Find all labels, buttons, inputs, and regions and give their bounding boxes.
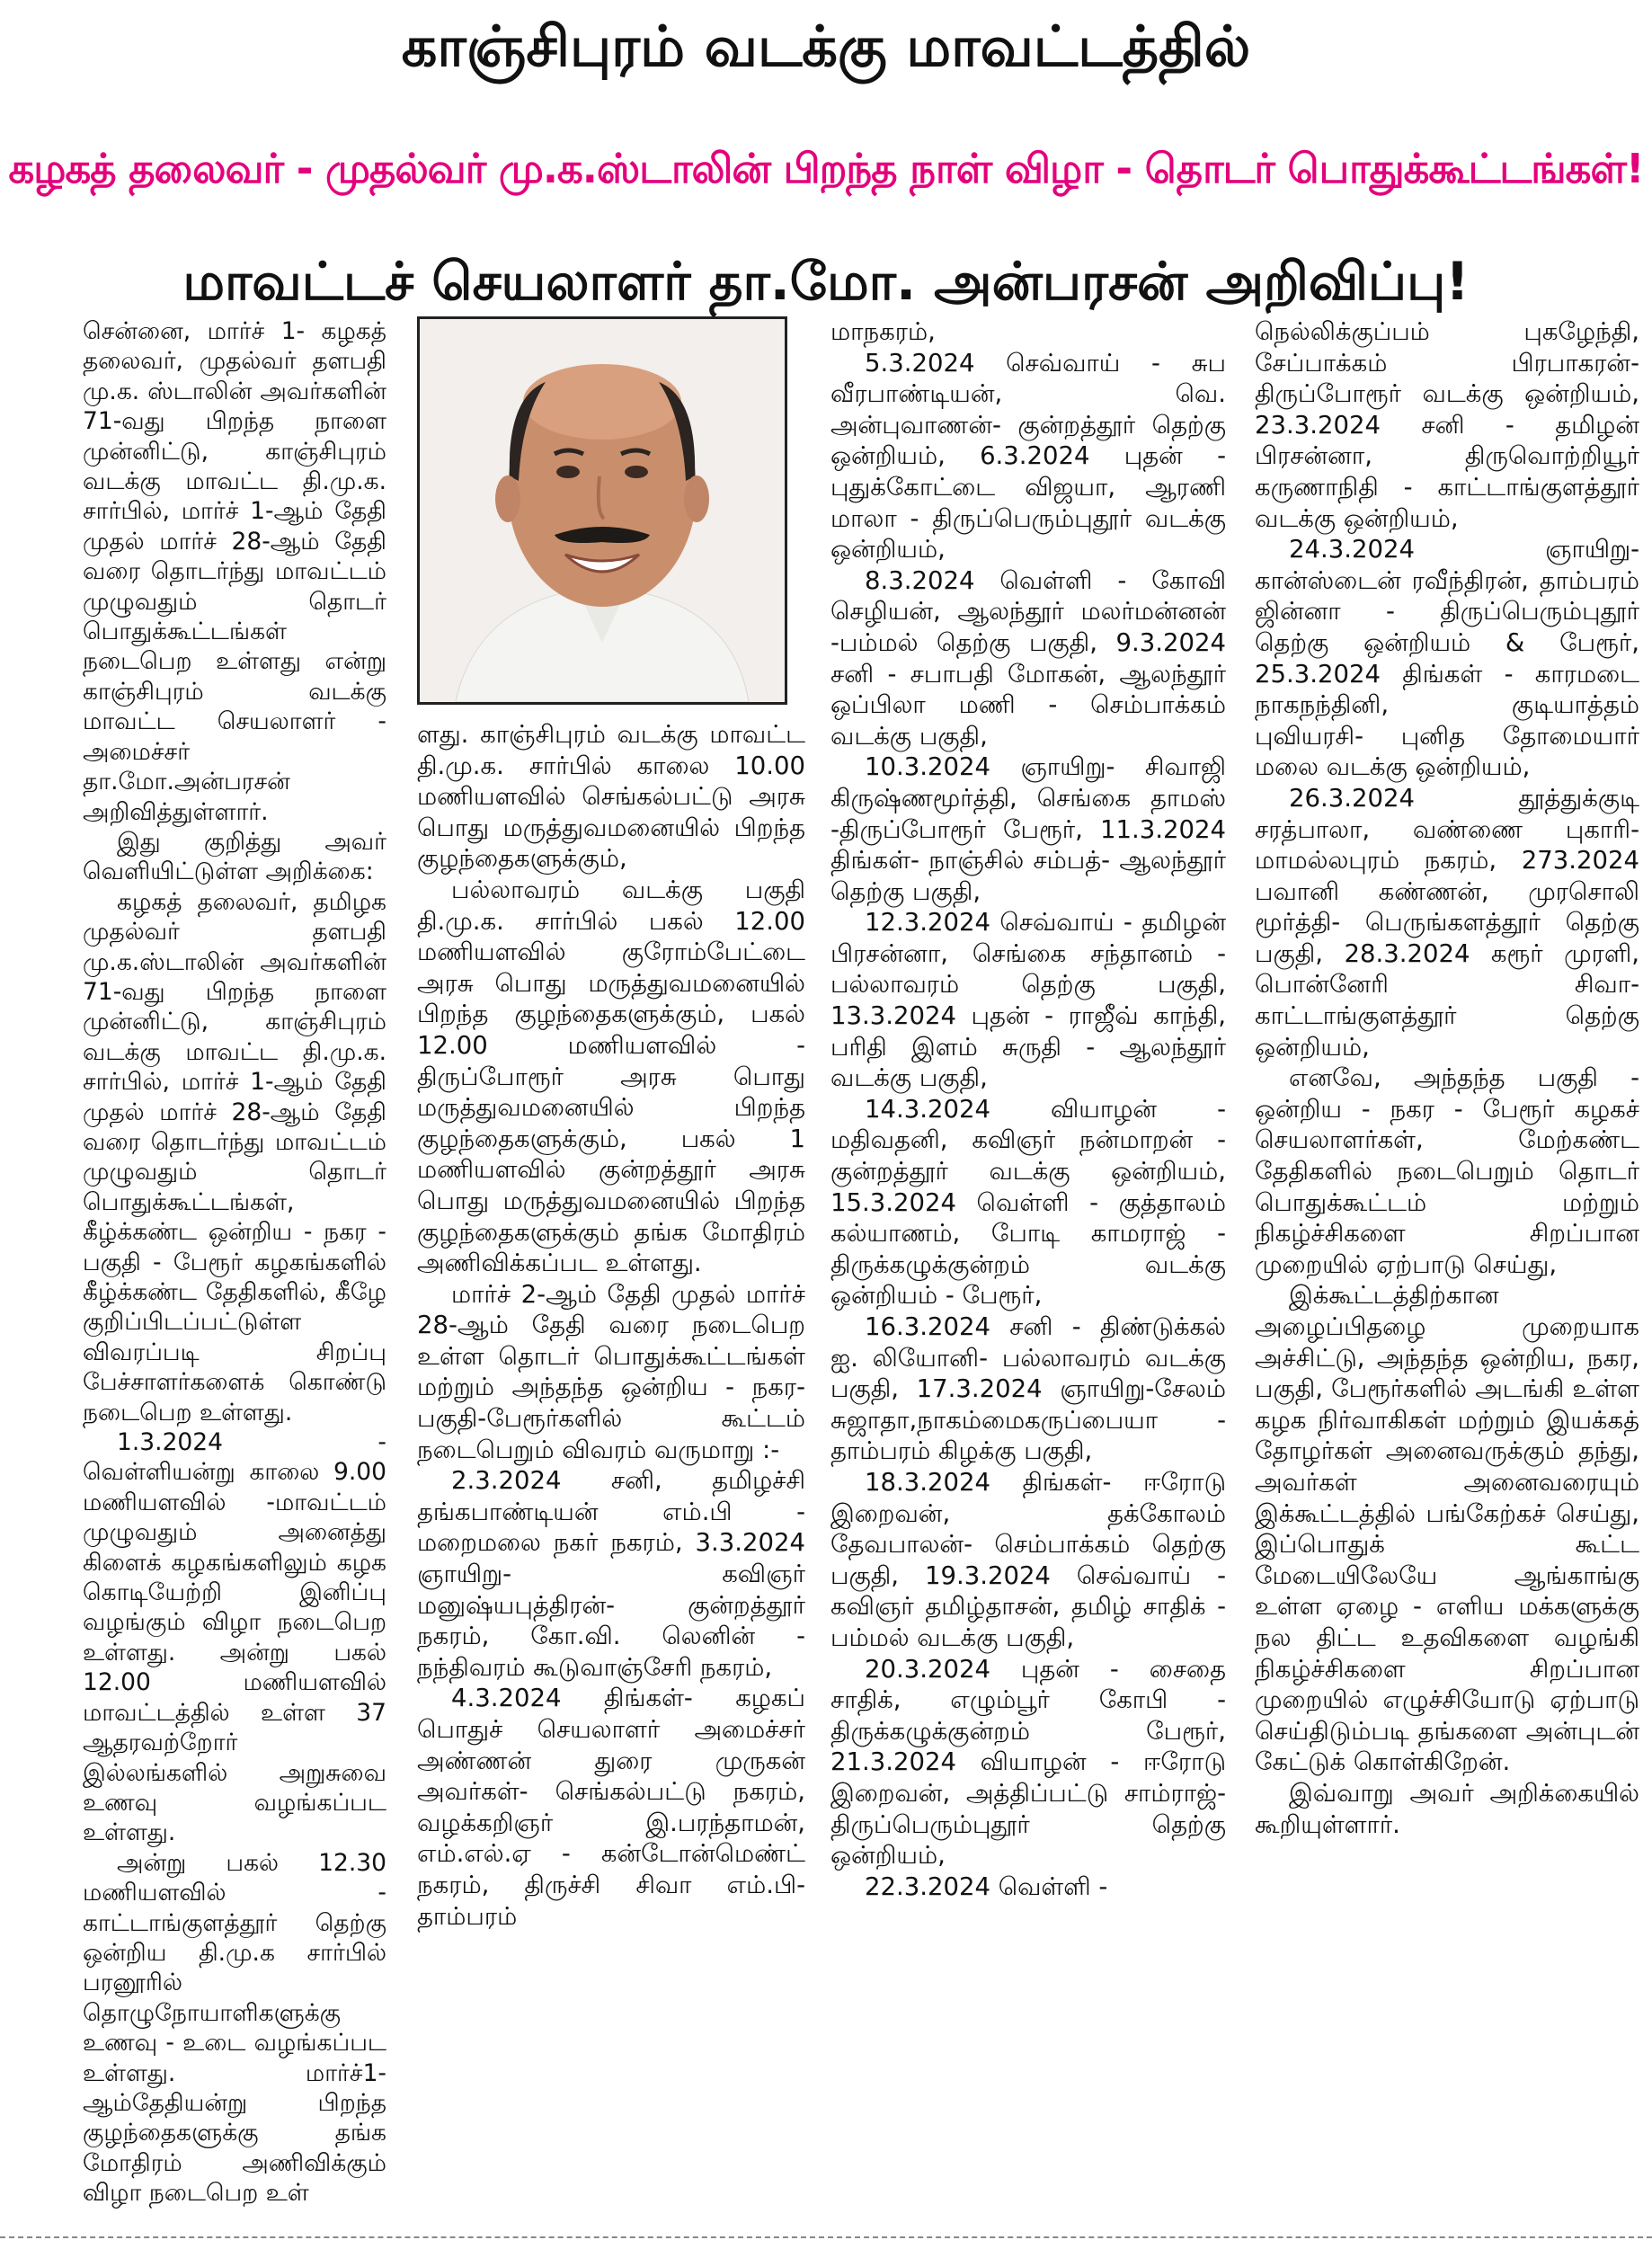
paragraph: இவ்வாறு அவர் அறிக்கையில் கூறியுள்ளார். xyxy=(1255,1778,1639,1839)
headline-kicker: காஞ்சிபுரம் வடக்கு மாவட்டத்தில் xyxy=(401,13,1251,79)
article-column-4 xyxy=(1255,316,1639,2231)
paragraph: 22.3.2024 வெள்ளி - xyxy=(865,1871,1108,1901)
portrait-illustration xyxy=(420,319,785,702)
paragraph: 10.3.2024 ஞாயிறு- சிவாஜி கிருஷ்ணமூர்த்தி, செங்கை தாமஸ் -திருப்போரூர் பேரூர், 11.3.2024 திங்கள்- நாஞ்சில் சம்பத்- ஆலந்தூர் தெற்கு பகுதி, xyxy=(830,752,1226,906)
paragraph: பல்லாவரம் வடக்கு பகுதி தி.மு.க. சார்பில் பகல் 12.00 மணியளவில் குரோம்பேட்டை அரசு பொது மருத்துவமனையில் பிறந்த குழந்தைகளுக்கும், பகல் 12.00 மணியளவில் - திருப்போரூர் அரசு பொது மருத்துவமனையில் பிறந்த குழந்தைகளுக்கும், பகல் 1 மணியளவில் குன்றத்தூர் அரசு பொது மருத்துவமனையில் பிறந்த குழந்தைகளுக்கும் தங்க மோதிரம் அணிவிக்கப்பட உள்ளது. xyxy=(417,875,805,1278)
portrait-photo xyxy=(417,316,787,705)
paragraph: மாநகரம், xyxy=(830,317,936,346)
paragraph: எனவே, அந்தந்த பகுதி - ஒன்றிய - நகர - பேரூர் கழகச் செயலாளர்கள், மேற்கண்ட தேதிகளில் நடைபெறும் தொடர் பொதுக்கூட்டம் மற்றும் நிகழ்ச்சிகளை சிறப்பான முறையில் ஏற்பாடு செய்து, xyxy=(1255,1063,1639,1279)
article-column-2 xyxy=(417,719,805,2231)
paragraph: 16.3.2024 சனி - திண்டுக்கல் ஐ. லியோனி- பல்லாவரம் வடக்கு பகுதி, 17.3.2024 ஞாயிறு-சேலம் சுஜாதா,நாகம்மைகருப்பையா - தாம்பரம் கிழக்கு பகுதி, xyxy=(830,1312,1226,1466)
paragraph: கழகத் தலைவர், தமிழக முதல்வர் தளபதி மு.க.ஸ்டாலின் அவர்களின் 71-வது பிறந்த நாளை முன்னிட்டு, காஞ்சிபுரம் வடக்கு மாவட்ட தி.மு.க. சார்பில், மார்ச் 1-ஆம் தேதி முதல் மார்ச் 28-ஆம் தேதி வரை தொடர்ந்து மாவட்டம் முழுவதும் தொடர் பொதுக்கூட்டங்கள், கீழ்க்கண்ட ஒன்றிய - நகர - பகுதி - பேரூர் கழகங்களில் கீழ்க்கண்ட தேதிகளில், கீழே குறிப்பிடப்பட்டுள்ள விவரப்படி சிறப்பு பேச்சாளர்களைக் கொண்டு நடைபெற உள்ளது. xyxy=(83,887,386,1427)
paragraph: 2.3.2024 சனி, தமிழச்சி தங்கபாண்டியன் எம்.பி - மறைமலை நகர் நகரம், 3.3.2024 ஞாயிறு- கவிஞர் மனுஷ்யபுத்திரன்- குன்றத்தூர் நகரம், கோ.வி. லெனின் - நந்திவரம் கூடுவாஞ்சேரி நகரம், xyxy=(417,1466,805,1682)
headline-main: கழகத் தலைவர் - முதல்வர் மு.க.ஸ்டாலின் பிறந்த நாள் விழா - தொடர் பொதுக்கூட்டங்கள்! xyxy=(8,145,1644,192)
paragraph: 14.3.2024 வியாழன் - மதிவதனி, கவிஞர் நன்மாறன் - குன்றத்தூர் வடக்கு ஒன்றியம், 15.3.2024 வெள்ளி - குத்தாலம் கல்யாணம், போடி காமராஜ் - திருக்கழுக்குன்றம் வடக்கு ஒன்றியம் - பேரூர், xyxy=(830,1094,1226,1311)
paragraph: 1.3.2024 - வெள்ளியன்று காலை 9.00 மணியளவில் -மாவட்டம் முழுவதும் அனைத்து கிளைக் கழகங்களிலும் கழக கொடியேற்றி இனிப்பு வழங்கும் விழா நடைபெற உள்ளது. அன்று பகல் 12.00 மணியளவில் மாவட்டத்தில் உள்ள 37 ஆதரவற்றோர் இல்லங்களில் அறுசுவை உணவு வழங்கப்பட உள்ளது. xyxy=(83,1428,386,1847)
paragraph: 20.3.2024 புதன் - சைதை சாதிக், எழும்பூர் கோபி - திருக்கழுக்குன்றம் பேரூர், 21.3.2024 வியாழன் - ஈரோடு இறைவன், அத்திப்பட்டு சாம்ராஜ்- திருப்பெரும்புதூர் தெற்கு ஒன்றியம், xyxy=(830,1654,1226,1871)
paragraph: இது குறித்து அவர் வெளியிட்டுள்ள அறிக்கை: xyxy=(83,827,386,886)
headline-subtitle: மாவட்டச் செயலாளர் தா.மோ. அன்பரசன் அறிவிப்பு! xyxy=(182,251,1470,312)
paragraph: சென்னை, மார்ச் 1- கழகத் தலைவர், முதல்வர் தளபதி மு.க. ஸ்டாலின் அவர்களின் 71-வது பிறந்த நாளை முன்னிட்டு, காஞ்சிபுரம் வடக்கு மாவட்ட தி.மு.க. சார்பில், மார்ச் 1-ஆம் தேதி முதல் மார்ச் 28-ஆம் தேதி வரை தொடர்ந்து மாவட்டம் முழுவதும் தொடர் பொதுக்கூட்டங்கள் நடைபெற உள்ளது என்று காஞ்சிபுரம் வடக்கு மாவட்ட செயலாளர் - அமைச்சர் தா.மோ.அன்பரசன் அறிவித்துள்ளார். xyxy=(83,317,386,826)
paragraph: நெல்லிக்குப்பம் புகழேந்தி, சேப்பாக்கம் பிரபாகரன்- திருப்போரூர் வடக்கு ஒன்றியம், 23.3.2024 சனி - தமிழன் பிரசன்னா, திருவொற்றியூர் கருணாநிதி - காட்டாங்குளத்தூர் வடக்கு ஒன்றியம், xyxy=(1255,317,1639,533)
bottom-divider xyxy=(0,2236,1652,2238)
paragraph: 8.3.2024 வெள்ளி - கோவி செழியன், ஆலந்தூர் மலர்மன்னன் -பம்மல் தெற்கு பகுதி, 9.3.2024 சனி - சபாபதி மோகன், ஆலந்தூர் ஒப்பிலா மணி - செம்பாக்கம் வடக்கு பகுதி, xyxy=(830,565,1226,751)
article-column-3 xyxy=(830,316,1226,2231)
paragraph: 18.3.2024 திங்கள்- ஈரோடு இறைவன், தக்கோலம் தேவபாலன்- செம்பாக்கம் தெற்கு பகுதி, 19.3.2024 செவ்வாய் - கவிஞர் தமிழ்தாசன், தமிழ் சாதிக் - பம்மல் வடக்கு பகுதி, xyxy=(830,1467,1226,1652)
paragraph: 12.3.2024 செவ்வாய் - தமிழன் பிரசன்னா, செங்கை சந்தானம் - பல்லாவரம் தெற்கு பகுதி, 13.3.2024 புதன் - ராஜீவ் காந்தி, பரிதி இளம் சுருதி - ஆலந்தூர் வடக்கு பகுதி, xyxy=(830,908,1226,1093)
paragraph: அன்று பகல் 12.30 மணியளவில் - காட்டாங்குளத்தூர் தெற்கு ஒன்றிய தி.மு.க சார்பில் பரனூரில் தொழுநோயாளிகளுக்கு உணவு - உடை வழங்கப்பட உள்ளது. மார்ச்1-ஆம்தேதியன்று பிறந்த குழந்தைகளுக்கு தங்க மோதிரம் அணிவிக்கும் விழா நடைபெற உள் xyxy=(83,1848,386,2208)
paragraph: 26.3.2024 தூத்துக்குடி சரத்பாலா, வண்ணை புகாரி- மாமல்லபுரம் நகரம், 273.2024 பவானி கண்ணன், முரசொலி மூர்த்தி- பெருங்களத்தூர் தெற்கு பகுதி, 28.3.2024 கரூர் முரளி, பொன்னேரி சிவா- காட்டாங்குளத்தூர் தெற்கு ஒன்றியம், xyxy=(1255,783,1639,1062)
paragraph: இக்கூட்டத்திற்கான அழைப்பிதழை முறையாக அச்சிட்டு, அந்தந்த ஒன்றிய, நகர, பகுதி, பேரூர்களில் அடங்கி உள்ள கழக நிர்வாகிகள் மற்றும் இயக்கத் தோழர்கள் அனைவருக்கும் தந்து, அவர்கள் அனைவரையும் இக்கூட்டத்தில் பங்கேற்கச் செய்து, இப்பொதுக் கூட்ட மேடையிலேயே ஆங்காங்கு உள்ள ஏழை - எளிய மக்களுக்கு நல திட்ட உதவிகளை வழங்கி நிகழ்ச்சிகளை சிறப்பான முறையில் எழுச்சியோடு ஏற்பாடு செய்திடும்படி தங்களை அன்புடன் கேட்டுக் கொள்கிறேன். xyxy=(1255,1281,1639,1777)
article-column-1 xyxy=(83,316,386,2231)
paragraph: 24.3.2024 ஞாயிறு- கான்ஸ்டைன் ரவீந்திரன், தாம்பரம் ஜின்னா - திருப்பெரும்புதூர் தெற்கு ஒன்றியம் & பேரூர், 25.3.2024 திங்கள் - காரமடை நாகநந்தினி, குடியாத்தம் புவியரசி- புனித தோமையார் மலை வடக்கு ஒன்றியம், xyxy=(1255,535,1639,782)
paragraph: ளது. காஞ்சிபுரம் வடக்கு மாவட்ட தி.மு.க. சார்பில் காலை 10.00 மணியளவில் செங்கல்பட்டு அரசு பொது மருத்துவமனையில் பிறந்த குழந்தைகளுக்கும், xyxy=(417,720,805,874)
paragraph: 4.3.2024 திங்கள்- கழகப் பொதுச் செயலாளர் அமைச்சர் அண்ணன் துரை முருகன் அவர்கள்- செங்கல்பட்டு நகரம், வழக்கறிஞர் இ.பரந்தாமன், எம்.எல்.ஏ - கன்டோன்மெண்ட் நகரம், திருச்சி சிவா எம்.பி- தாம்பரம் xyxy=(417,1684,805,1931)
paragraph: மார்ச் 2-ஆம் தேதி முதல் மார்ச் 28-ஆம் தேதி வரை நடைபெற உள்ள தொடர் பொதுக்கூட்டங்கள் மற்றும் அந்தந்த ஒன்றிய - நகர-பகுதி-பேரூர்களில் கூட்டம் நடைபெறும் விவரம் வருமாறு :- xyxy=(417,1279,805,1464)
paragraph: 5.3.2024 செவ்வாய் - சுப வீரபாண்டியன், வெ. அன்புவாணன்- குன்றத்தூர் தெற்கு ஒன்றியம், 6.3.2024 புதன் - புதுக்கோட்டை விஜயா, ஆரணி மாலா - திருப்பெரும்புதூர் வடக்கு ஒன்றியம், xyxy=(830,348,1226,564)
